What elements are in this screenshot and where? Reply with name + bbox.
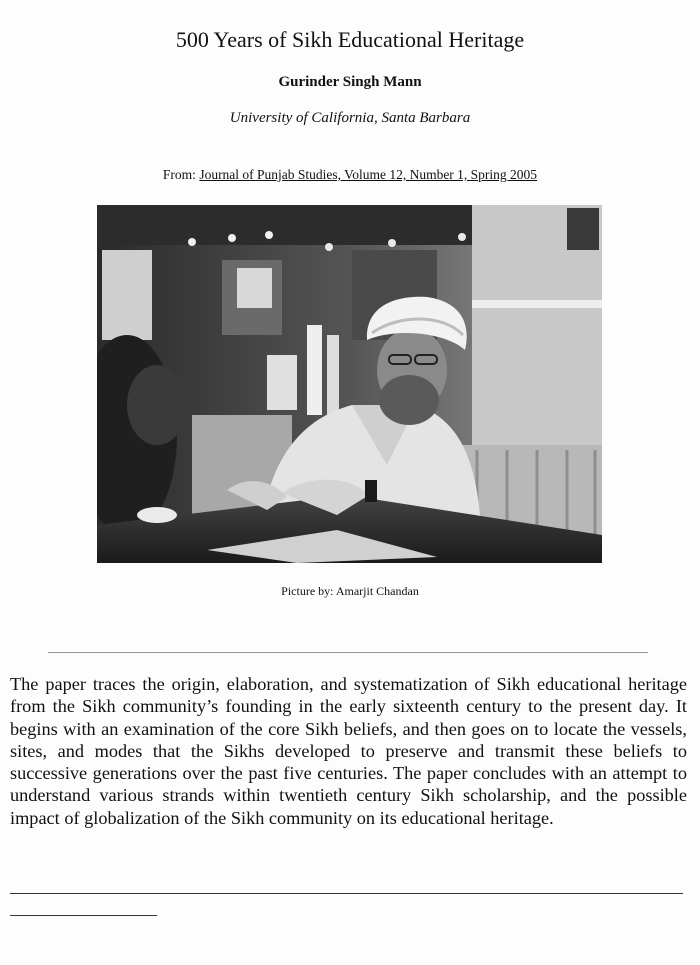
author-affiliation: University of California, Santa Barbara bbox=[229, 110, 471, 126]
section-divider bbox=[48, 652, 648, 653]
document-title: 500 Years of Sikh Educational Heritage bbox=[175, 27, 525, 52]
abstract-text: The paper traces the origin, elaboration, and systematization of Sikh educational heritage from the Sikh community’s founding in the early sixteenth century to the present day. It begins with an examination of the core Sikh beliefs, and then goes on to locate the vessels, sites, and modes that the Sikhs developed to preserve and transmit these beliefs to successive generations over the past five centuries. The paper concludes with an attempt to understand various strands within twentieth century Sikh scholarship, and the possible impact of globalization of the Sikh community on its educational heritage. bbox=[10, 674, 687, 828]
footnote-divider bbox=[10, 893, 683, 894]
journal-link[interactable]: Journal of Punjab Studies, Volume 12, Number 1, Spring 2005 bbox=[199, 167, 538, 182]
source-prefix: From: bbox=[162, 167, 200, 182]
source-line bbox=[0, 167, 700, 183]
portrait-photo-icon bbox=[97, 205, 602, 563]
footnote-rule bbox=[10, 915, 157, 916]
author-photo bbox=[97, 205, 602, 563]
photo-caption: Picture by: Amarjit Chandan bbox=[281, 584, 419, 598]
author-name: Gurinder Singh Mann bbox=[278, 74, 422, 90]
